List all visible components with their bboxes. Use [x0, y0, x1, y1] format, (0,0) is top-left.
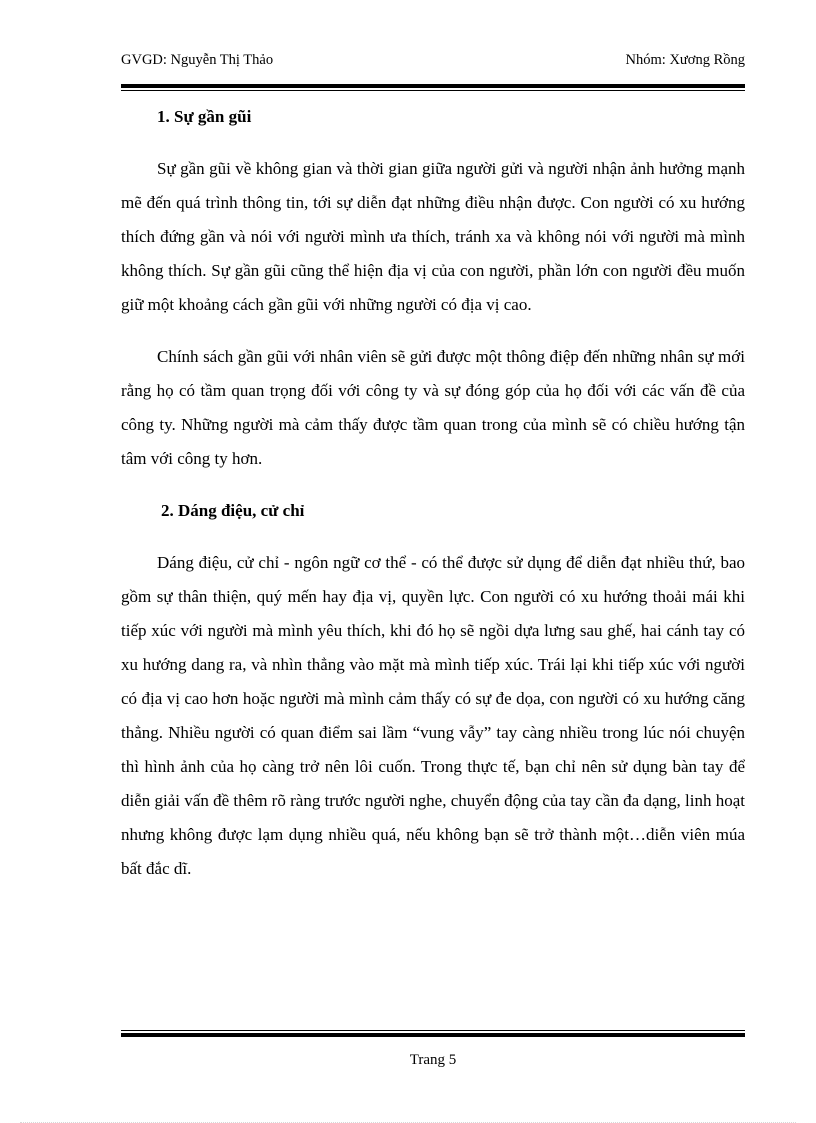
- page-header: [121, 52, 745, 76]
- section-heading-proximity: 1. Sự gần gũi: [157, 107, 252, 126]
- instructor-name: GVGD: Nguyễn Thị Thảo: [121, 52, 274, 68]
- section-heading-gestures: 2. Dáng điệu, cử chỉ: [161, 501, 305, 520]
- page-content: [121, 100, 745, 886]
- footer-rule-thick: [121, 1033, 745, 1037]
- header-rule-thin: [121, 90, 745, 91]
- footer-rule-thin: [121, 1030, 745, 1031]
- header-rule-thick: [121, 84, 745, 88]
- page-number: Trang 5: [409, 1052, 457, 1068]
- paragraph-proximity-1: Sự gần gũi về không gian và thời gian giữa người gửi và người nhận ảnh hưởng mạnh mẽ đến quá trình thông tin, tới sự diễn đạt những điều nhận được. Con người có xu hướng thích đứng gần và nói với người mình ưa thích, tránh xa và không nói với người mà mình không thích. Sự gần gũi cũng thể hiện địa vị của con người, phần lớn con người đều muốn giữ một khoảng cách gần gũi với những người có địa vị cao.: [121, 159, 745, 314]
- paragraph-gestures-1: Dáng điệu, cử chỉ - ngôn ngữ cơ thể - có thể được sử dụng để diễn đạt nhiều thứ, bao gồm sự thân thiện, quý mến hay địa vị, quyền lực. Con người có xu hướng thoải mái khi tiếp xúc với người mà mình yêu thích, khi đó họ sẽ ngồi dựa lưng sau ghế, hai cánh tay có xu hướng dang ra, và nhìn thẳng vào mặt mà mình tiếp xúc. Trái lại khi tiếp xúc với người có địa vị cao hơn hoặc người mà mình cảm thấy có sự đe dọa, con người có xu hướng căng thẳng. Nhiều người có quan điểm sai lầm “vung vẫy” tay càng nhiều trong lúc nói chuyện thì hình ảnh của họ càng trở nên lôi cuốn. Trong thực tế, bạn chỉ nên sử dụng bàn tay để diễn giải vấn đề thêm rõ ràng trước người nghe, chuyển động của tay cần đa dạng, linh hoạt nhưng không được lạm dụng nhiều quá, nếu không bạn sẽ trở thành một…diễn viên múa bất đắc dĩ.: [121, 553, 745, 878]
- paragraph-proximity-2: Chính sách gần gũi với nhân viên sẽ gửi được một thông điệp đến những nhân sự mới rằng họ có tầm quan trọng đối với công ty và sự đóng góp của họ đối với các vấn đề của công ty. Những người mà cảm thấy được tầm quan trong của mình sẽ có chiều hướng tận tâm với công ty hơn.: [121, 347, 745, 468]
- group-name: Nhóm: Xương Rồng: [625, 52, 745, 68]
